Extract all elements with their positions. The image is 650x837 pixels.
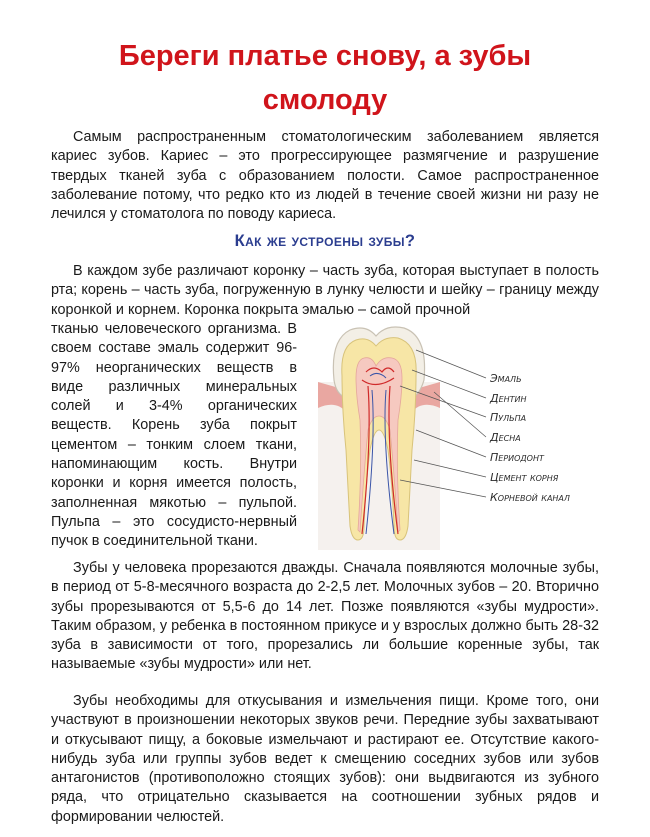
label-root-cement: Цемент корня (490, 471, 559, 484)
label-pulp: Пульпа (490, 411, 527, 424)
structure-paragraph: В каждом зубе различают коронку – часть зуба, которая выступает в полость рта; корень – часть зуба, погруженную в лунку челюсти и шейку – границу между коронкой и корнем. Коронка покрыта эмалью – самой прочной (51, 263, 599, 318)
title-line-2: смолоду (262, 84, 388, 116)
section-subtitle: Как же устроены зубы? (234, 232, 416, 250)
intro-paragraph: Самым распространенным стоматологическим заболеванием является кариес зубов. Кариес – это прогрессирующее размягчение и разрушение твердых тканей зуба с образованием полости. Самое распространенное заболевание потому, что редко кто из людей в течение своей жизни ни разу не лечился у стоматолога по поводу кариеса. (51, 129, 599, 223)
label-periodontium: Периодонт (490, 451, 544, 464)
label-enamel: Эмаль (490, 372, 522, 385)
label-root-canal: Корневой канал (490, 491, 570, 504)
page-title (40, 34, 610, 122)
label-gum: Десна (490, 431, 521, 444)
enamel-paragraph: тканью человеческого организма. В своем составе эмаль содержит 96-97% неорганических веществ в виде различных минеральных солей и 3-4% органических веществ. Корень зуба покрыт цементом – тонким слоем ткани, напоминающим кость. Внутри коронки и корня имеется полость, заполненная мякотью – пульпой. Пульпа – это сосудисто-нервный пучок в соединительной ткани. (51, 321, 297, 550)
eruption-paragraph: Зубы у человека прорезаются дважды. Сначала появляются молочные зубы, в период от 5-8-месячного возраста до 2-2,5 лет. Молочных зубов – 20. Вторично зубы прорезываются от 5,5-6 до 14 лет. Позже появляются «зубы мудрости». Таким образом, у ребенка в постоянном прикусе и у взрослых должно быть 28-32 зуба в зависимости от того, прорезались ли большие коренные зубы, так называемые «зубы мудрости» или нет. (51, 560, 599, 673)
function-paragraph: Зубы необходимы для откусывания и измельчения пищи. Кроме того, они участвуют в произношении некоторых звуков речи. Передние зубы захватывают и откусывают пищу, а боковые измельчают и растирают ее. Отсутствие какого-нибудь зуба или группы зубов ведет к смещению соседних зубов или зубов антагонистов (противоположно стоящих зубов): они выдвигаются из зубного ряда, что отрицательно сказывается на соотношении зубных рядов и формировании челюстей. (51, 693, 599, 825)
tooth-illustration (316, 320, 606, 552)
title-line-1: Береги платье снову, а зубы (118, 40, 532, 72)
label-dentin: Дентин (490, 392, 527, 405)
tooth-diagram (316, 320, 606, 552)
